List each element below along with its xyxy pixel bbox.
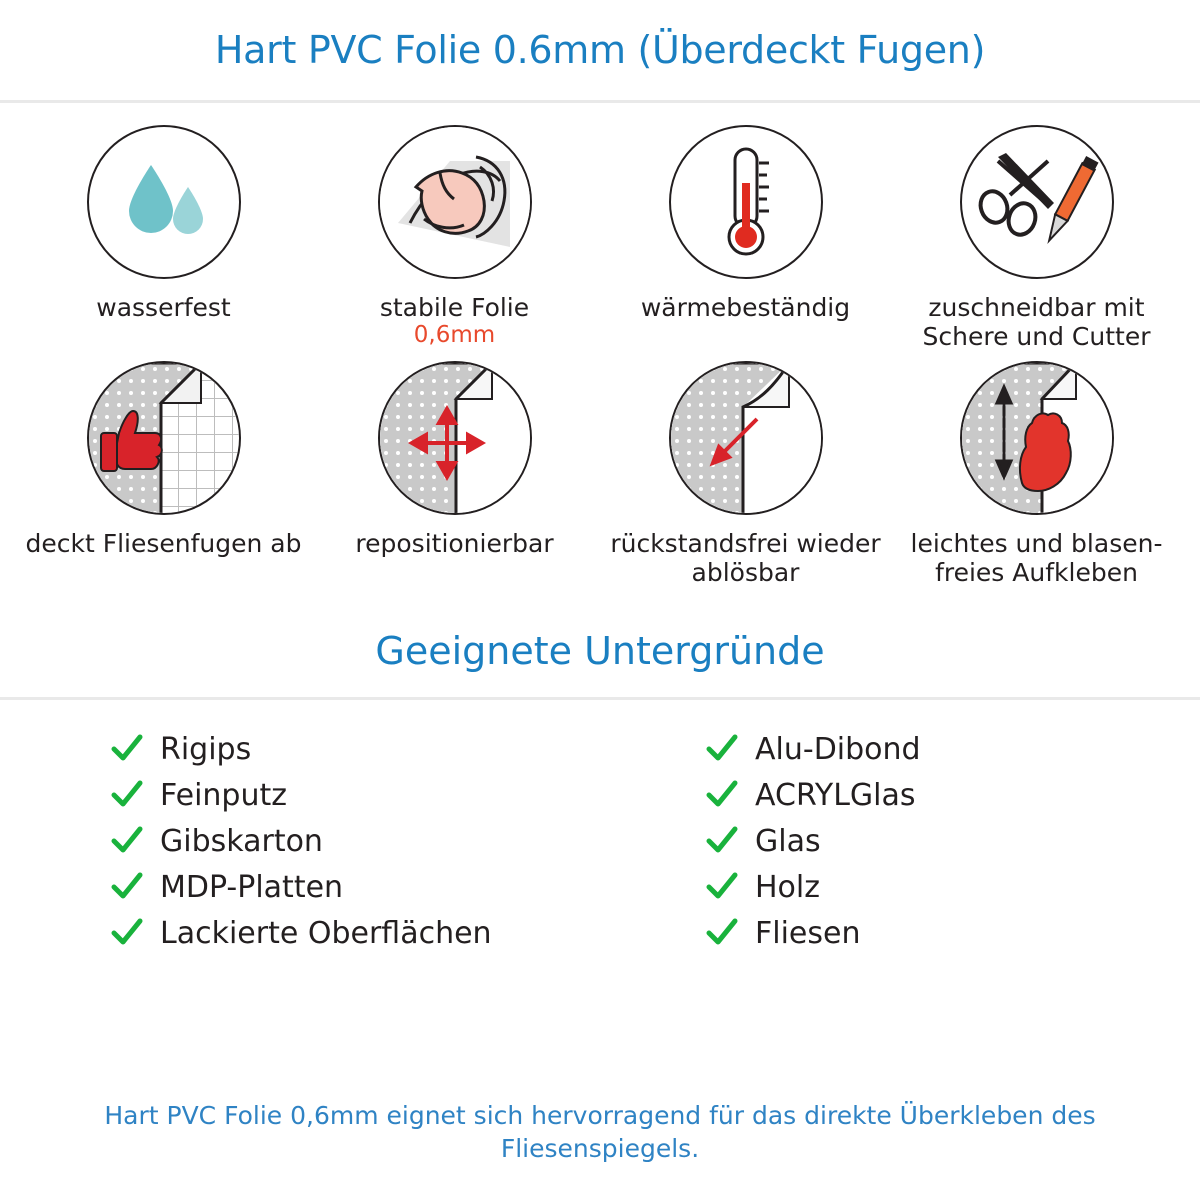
feature-waermebestaendig (600, 125, 891, 351)
list-item-label: Holz (755, 869, 820, 905)
check-mark-icon (705, 870, 739, 904)
check-mark-icon (705, 732, 739, 766)
feature-label: wärmebeständig (640, 293, 851, 322)
check-mark-icon (110, 732, 144, 766)
list-item-label: MDP-Platten (160, 869, 344, 905)
list-item (705, 910, 1200, 956)
list-item-label: Rigips (160, 731, 252, 767)
feature-wasserfest (18, 125, 309, 351)
list-item (705, 726, 1200, 772)
feature-label: deckt Fliesenfugen ab (25, 529, 302, 558)
check-mark-icon (705, 824, 739, 858)
list-item-label: ACRYLGlas (755, 777, 916, 813)
footer-note: Hart PVC Folie 0,6mm eignet sich hervorragend für das direkte Überkleben des Fliesenspiegels. (104, 1100, 1096, 1164)
water-drops-icon (87, 125, 241, 279)
check-mark-icon (705, 916, 739, 950)
thumbs-up-tiles-icon (87, 361, 241, 515)
strong-arm-icon (378, 125, 532, 279)
list-item (705, 864, 1200, 910)
list-item (110, 726, 600, 772)
hand-smooth-icon (960, 361, 1114, 515)
list-item-label: Gibskarton (160, 823, 323, 859)
check-mark-icon (110, 824, 144, 858)
feature-deckt-fliesenfugen (18, 361, 309, 587)
feature-label: wasserfest (96, 293, 231, 322)
feature-zuschneidbar (891, 125, 1182, 351)
features-grid (0, 103, 1200, 587)
feature-stabile-folie (309, 125, 600, 351)
feature-blasenfreies-aufkleben (891, 361, 1182, 587)
feature-label: leichtes und blasen-freies Aufkleben (910, 529, 1163, 587)
list-item (110, 772, 600, 818)
list-item (705, 772, 1200, 818)
feature-label: stabile Folie (379, 293, 530, 322)
list-item-label: Glas (755, 823, 821, 859)
surfaces-list (0, 700, 1200, 956)
check-mark-icon (705, 778, 739, 812)
page-title: Hart PVC Folie 0.6mm (Überdeckt Fugen) (214, 28, 986, 72)
feature-repositionierbar (309, 361, 600, 587)
list-item-label: Fliesen (755, 915, 861, 951)
feature-sublabel: 0,6mm (413, 322, 496, 348)
peel-arrow-icon (669, 361, 823, 515)
list-item (110, 910, 600, 956)
check-mark-icon (110, 870, 144, 904)
list-item (110, 864, 600, 910)
move-arrows-icon (378, 361, 532, 515)
list-item (110, 818, 600, 864)
list-item-label: Feinputz (160, 777, 287, 813)
feature-label: zuschneidbar mit Schere und Cutter (922, 293, 1151, 351)
surfaces-column-right (600, 726, 1200, 956)
check-mark-icon (110, 916, 144, 950)
feature-label: rückstandsfrei wieder ablösbar (610, 529, 881, 587)
header (0, 0, 1200, 103)
surfaces-column-left (0, 726, 600, 956)
feature-label: repositionierbar (355, 529, 554, 558)
feature-rueckstandsfrei (600, 361, 891, 587)
thermometer-icon (669, 125, 823, 279)
check-mark-icon (110, 778, 144, 812)
list-item (705, 818, 1200, 864)
list-item-label: Alu-Dibond (755, 731, 921, 767)
section-heading: Geeignete Untergründe (0, 629, 1200, 700)
scissors-cutter-icon (960, 125, 1114, 279)
list-item-label: Lackierte Oberflächen (160, 915, 492, 951)
